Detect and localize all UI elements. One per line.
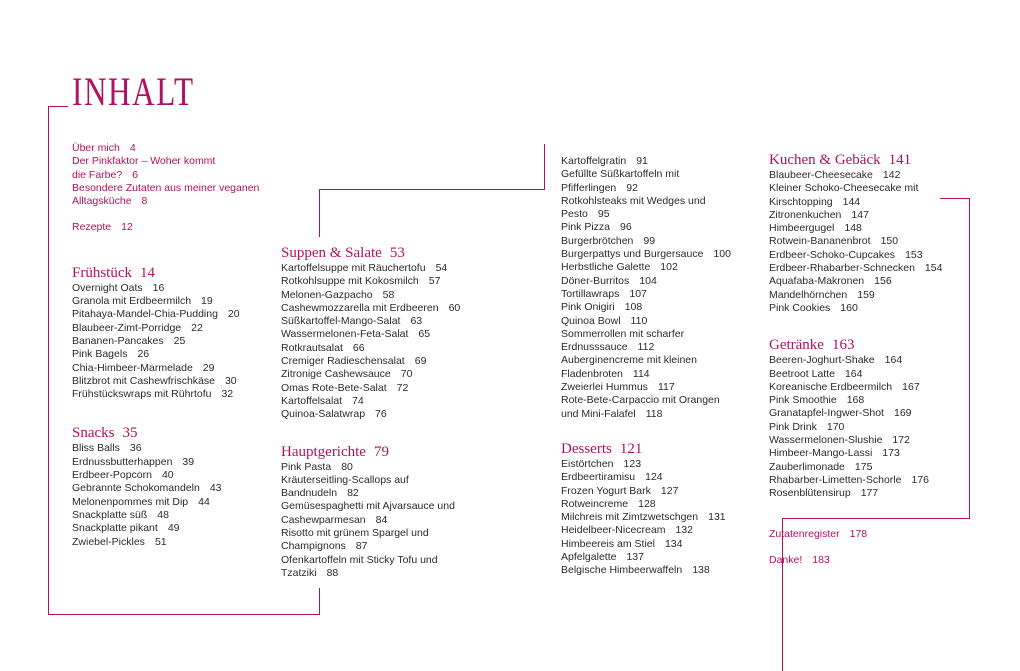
toc-entry[interactable] bbox=[561, 564, 761, 577]
toc-entry[interactable] bbox=[281, 474, 501, 487]
section-list bbox=[281, 262, 501, 422]
toc-entry[interactable] bbox=[561, 248, 761, 261]
toc-entry-label: Zwiebel-Pickles bbox=[72, 535, 145, 548]
column-1 bbox=[72, 142, 282, 549]
toc-entry-page: 96 bbox=[620, 221, 632, 234]
toc-entry-page: 19 bbox=[201, 295, 213, 308]
toc-entry-label: Bananen-Pancakes bbox=[72, 334, 164, 347]
toc-entry[interactable] bbox=[72, 482, 282, 495]
toc-entry-page: 80 bbox=[341, 460, 353, 473]
toc-entry-page: 30 bbox=[224, 374, 237, 387]
toc-entry[interactable] bbox=[281, 514, 501, 527]
toc-entry-page: 49 bbox=[167, 522, 180, 535]
toc-entry[interactable] bbox=[72, 308, 282, 321]
toc-entry-label: Gebrannte Schokomandeln bbox=[72, 482, 200, 495]
toc-entry[interactable] bbox=[281, 527, 501, 540]
toc-entry[interactable] bbox=[561, 551, 761, 564]
toc-entry[interactable] bbox=[769, 196, 959, 209]
toc-entry-label: Kräuterseitling-Scallops auf bbox=[281, 473, 409, 486]
toc-entry[interactable] bbox=[561, 381, 761, 394]
toc-entry-label: Eistörtchen bbox=[561, 457, 614, 470]
toc-entry-label: Beeren-Joghurt-Shake bbox=[769, 354, 875, 367]
toc-entry[interactable]: Über mich 4 bbox=[72, 142, 136, 154]
toc-entry[interactable] bbox=[769, 289, 959, 302]
toc-entry[interactable] bbox=[769, 182, 959, 195]
toc-entry[interactable] bbox=[72, 469, 282, 482]
toc-entry-page: 44 bbox=[198, 495, 210, 508]
toc-entry[interactable] bbox=[769, 262, 959, 275]
toc-entry[interactable] bbox=[281, 567, 501, 580]
section-heading-getraenke[interactable]: Getränke 163 bbox=[769, 337, 855, 354]
toc-entry-zutatenregister[interactable]: Zutatenregister 178 bbox=[769, 527, 868, 540]
toc-entry-page: 168 bbox=[846, 394, 865, 407]
toc-entry-page: 95 bbox=[597, 208, 610, 221]
toc-entry[interactable] bbox=[72, 456, 282, 469]
toc-entry-page: 40 bbox=[161, 469, 174, 482]
toc-entry[interactable] bbox=[561, 235, 761, 248]
toc-entry-page: 153 bbox=[905, 248, 923, 261]
toc-entry[interactable] bbox=[72, 282, 282, 295]
toc-entry-label: Zauberlimonade bbox=[769, 460, 845, 473]
toc-entry-page: 26 bbox=[137, 348, 150, 361]
toc-entry[interactable] bbox=[72, 522, 282, 535]
toc-entry[interactable] bbox=[769, 169, 959, 182]
toc-entry-page: 99 bbox=[643, 234, 656, 247]
toc-entry-page: 177 bbox=[860, 487, 879, 500]
toc-entry-page: 164 bbox=[844, 367, 863, 380]
toc-entry-label: Rosenblütensirup bbox=[769, 487, 851, 500]
toc-entry-page: 124 bbox=[645, 471, 663, 484]
toc-entry-page: 88 bbox=[326, 566, 339, 579]
toc-entry-page: 128 bbox=[638, 497, 656, 510]
toc-entry[interactable] bbox=[281, 289, 501, 302]
toc-entry-label: Himbeereis am Stiel bbox=[561, 537, 655, 550]
toc-entry-page: 20 bbox=[227, 308, 240, 321]
toc-entry[interactable] bbox=[561, 354, 761, 367]
toc-entry[interactable] bbox=[561, 275, 761, 288]
toc-entry[interactable] bbox=[561, 208, 761, 221]
toc-entry-label: Gemüsespaghetti mit Ajvarsauce und bbox=[281, 500, 455, 513]
frame-line-col2-top-vertical bbox=[319, 189, 320, 237]
toc-entry[interactable] bbox=[561, 538, 761, 551]
toc-entry[interactable] bbox=[72, 496, 282, 509]
toc-entry-page: 147 bbox=[851, 208, 869, 221]
toc-entry-page: 48 bbox=[157, 508, 169, 521]
toc-entry[interactable] bbox=[281, 328, 501, 341]
toc-entry[interactable] bbox=[281, 540, 501, 553]
toc-entry-label: Pink Drink bbox=[769, 420, 817, 433]
toc-entry-label: Fladenbroten bbox=[561, 367, 623, 380]
toc-entry-label: Döner-Burritos bbox=[561, 274, 630, 287]
toc-entry[interactable] bbox=[561, 182, 761, 195]
toc-entry[interactable] bbox=[561, 261, 761, 274]
toc-entry[interactable] bbox=[769, 235, 959, 248]
section-heading-desserts[interactable]: Desserts 121 bbox=[561, 440, 643, 457]
toc-entry[interactable] bbox=[561, 301, 761, 314]
toc-entry-page: 127 bbox=[660, 484, 679, 497]
toc-entry-label: Mandelhörnchen bbox=[769, 288, 848, 301]
toc-entry[interactable] bbox=[769, 354, 959, 367]
toc-entry-label: Melonenpommes mit Dip bbox=[72, 495, 189, 508]
toc-entry-page: 148 bbox=[844, 222, 862, 235]
toc-entry-page: 159 bbox=[857, 288, 875, 301]
toc-entry-label: Pink Cookies bbox=[769, 301, 831, 314]
toc-entry-label: Bliss Balls bbox=[72, 442, 120, 455]
toc-entry[interactable] bbox=[561, 511, 761, 524]
toc-entry[interactable] bbox=[72, 348, 282, 361]
toc-entry-page: 164 bbox=[884, 354, 903, 367]
toc-entry-label: Pink Onigiri bbox=[561, 301, 615, 314]
toc-entry[interactable] bbox=[281, 342, 501, 355]
toc-entry-label: Herbstliche Galette bbox=[561, 261, 651, 274]
toc-entry-page: 91 bbox=[636, 155, 648, 167]
toc-entry-page: 172 bbox=[892, 434, 910, 447]
section-heading-suppen[interactable]: Suppen & Salate 53 bbox=[281, 245, 405, 261]
toc-entry-label: Erdbeer-Rhabarber-Schnecken bbox=[769, 262, 915, 275]
toc-entry-page: 104 bbox=[639, 274, 657, 287]
toc-entry-page: 51 bbox=[154, 535, 167, 548]
toc-entry-label: Erdbeertiramisu bbox=[561, 471, 636, 484]
toc-entry-page: 160 bbox=[840, 301, 858, 314]
toc-entry[interactable] bbox=[281, 382, 501, 395]
section-list bbox=[769, 169, 959, 315]
toc-entry-page: 167 bbox=[902, 380, 920, 393]
toc-entry-label: Kartoffelsalat bbox=[281, 394, 343, 407]
toc-entry[interactable] bbox=[72, 509, 282, 522]
toc-entry-label: Quinoa-Salatwrap bbox=[281, 408, 366, 421]
toc-entry[interactable] bbox=[561, 155, 761, 168]
toc-entry-label: Rotwein-Bananenbrot bbox=[769, 235, 871, 248]
toc-entry-page: 117 bbox=[657, 381, 675, 394]
toc-entry[interactable] bbox=[281, 275, 501, 288]
toc-entry[interactable] bbox=[72, 322, 282, 335]
toc-entry-label: Cashewparmesan bbox=[281, 513, 366, 526]
toc-entry-page: 22 bbox=[191, 321, 203, 334]
toc-entry[interactable] bbox=[561, 221, 761, 234]
toc-entry-page: 107 bbox=[629, 287, 647, 300]
section-heading-snacks[interactable]: Snacks 35 bbox=[72, 425, 138, 442]
toc-entry-danke[interactable]: Danke! 183 bbox=[769, 553, 830, 566]
section-heading-kuchen[interactable]: Kuchen & Gebäck 141 bbox=[769, 152, 912, 168]
toc-entry-page: 58 bbox=[382, 288, 395, 301]
toc-entry[interactable] bbox=[769, 461, 959, 474]
toc-entry-page: 16 bbox=[152, 281, 165, 294]
toc-entry-label: Himbeergugel bbox=[769, 222, 835, 235]
toc-entry[interactable] bbox=[72, 362, 282, 375]
column-3 bbox=[561, 155, 761, 578]
section-list bbox=[561, 458, 761, 578]
toc-entry[interactable]: die Farbe? 6 bbox=[72, 168, 139, 181]
toc-entry-label: Pink Bagels bbox=[72, 348, 128, 361]
toc-entry[interactable] bbox=[769, 381, 959, 394]
toc-entry-label: Rhabarber-Limetten-Schorle bbox=[769, 473, 902, 486]
toc-entry-label: Frozen Yogurt Bark bbox=[561, 484, 651, 497]
toc-entry[interactable] bbox=[561, 168, 761, 181]
toc-entry[interactable] bbox=[769, 394, 959, 407]
toc-entry[interactable]: Der Pinkfaktor – Woher kommt bbox=[72, 155, 216, 168]
toc-entry[interactable] bbox=[561, 471, 761, 484]
toc-entry-page: 82 bbox=[347, 487, 359, 500]
toc-entry-label: Rotkohlsuppe mit Kokosmilch bbox=[281, 275, 419, 288]
toc-entry-page: 132 bbox=[675, 524, 693, 537]
toc-entry-rezepte[interactable]: Rezepte 12 bbox=[72, 221, 133, 234]
toc-entry-page: 29 bbox=[202, 361, 215, 374]
toc-entry[interactable] bbox=[72, 375, 282, 388]
toc-entry-page: 76 bbox=[375, 408, 387, 421]
toc-entry-label: Champignons bbox=[281, 540, 346, 553]
toc-entry[interactable] bbox=[281, 302, 501, 315]
toc-entry-label: Himbeer-Mango-Lassi bbox=[769, 447, 873, 460]
toc-entry-label: Blaubeer-Cheesecake bbox=[769, 169, 873, 181]
toc-entry-page: 144 bbox=[842, 195, 861, 208]
toc-entry-label: Heidelbeer-Nicecream bbox=[561, 524, 666, 537]
toc-entry-page: 36 bbox=[129, 442, 142, 455]
toc-entry[interactable] bbox=[281, 368, 501, 381]
toc-entry-label: Wassermelonen-Feta-Salat bbox=[281, 328, 409, 341]
toc-entry-label: Zitronige Cashewsauce bbox=[281, 368, 391, 381]
toc-entry-page: 69 bbox=[414, 355, 427, 368]
intro-list bbox=[72, 142, 282, 208]
toc-entry-label: Wassermelonen-Slushie bbox=[769, 434, 883, 447]
toc-entry[interactable] bbox=[769, 249, 959, 262]
toc-entry-label: Kartoffelgratin bbox=[561, 155, 627, 167]
toc-entry-label: Burgerbrötchen bbox=[561, 234, 634, 247]
toc-entry-label: Chia-Himbeer-Marmelade bbox=[72, 361, 193, 374]
toc-entry-label: Erdnusssauce bbox=[561, 341, 628, 354]
toc-entry-label: Pink Pizza bbox=[561, 221, 611, 234]
frame-line-left-top bbox=[48, 106, 68, 107]
toc-entry-label: Melonen-Gazpacho bbox=[281, 288, 373, 301]
toc-entry-label: Erdnussbutterhappen bbox=[72, 455, 173, 468]
toc-entry-label: Koreanische Erdbeermilch bbox=[769, 380, 893, 393]
page-title: INHALT bbox=[72, 69, 195, 114]
toc-entry-page: 43 bbox=[209, 482, 222, 495]
toc-entry[interactable] bbox=[769, 209, 959, 222]
toc-entry-label: Cremiger Radieschensalat bbox=[281, 355, 405, 368]
toc-entry-page: 170 bbox=[826, 420, 845, 433]
toc-entry-page: 57 bbox=[428, 275, 441, 288]
toc-entry-page: 25 bbox=[173, 334, 186, 347]
toc-entry-page: 39 bbox=[182, 455, 195, 468]
toc-entry-label: Risotto mit grünem Spargel und bbox=[281, 527, 429, 540]
toc-entry[interactable] bbox=[769, 447, 959, 460]
toc-entry[interactable] bbox=[281, 554, 501, 567]
toc-entry[interactable] bbox=[72, 335, 282, 348]
toc-entry[interactable] bbox=[561, 408, 761, 421]
frame-line-col2-bottom-vertical bbox=[319, 588, 320, 615]
toc-entry-page: 118 bbox=[645, 407, 663, 420]
toc-entry-label: Süßkartoffel-Mango-Salat bbox=[281, 315, 401, 328]
toc-entry-label: Pesto bbox=[561, 208, 588, 221]
toc-entry-label: Blitzbrot mit Cashewfrischkäse bbox=[72, 374, 215, 387]
toc-entry-label: Pitahaya-Mandel-Chia-Pudding bbox=[72, 308, 218, 321]
toc-entry-label: Bandnudeln bbox=[281, 487, 338, 500]
toc-entry-label: Tzatziki bbox=[281, 566, 317, 579]
toc-entry-label: Aquafaba-Makronen bbox=[769, 275, 865, 288]
toc-entry-page: 150 bbox=[880, 235, 899, 248]
toc-entry-page: 72 bbox=[396, 381, 409, 394]
toc-entry[interactable] bbox=[561, 288, 761, 301]
toc-entry-label: Erdbeer-Popcorn bbox=[72, 469, 152, 482]
toc-entry-label: Burgerpattys und Burgersauce bbox=[561, 248, 704, 261]
toc-entry-label: Zitronenkuchen bbox=[769, 208, 842, 221]
section-list bbox=[561, 155, 761, 421]
toc-entry-label: Auberginencreme mit kleinen bbox=[561, 354, 697, 367]
toc-entry[interactable] bbox=[769, 302, 959, 315]
toc-entry[interactable] bbox=[769, 222, 959, 235]
toc-entry-label: Snackplatte pikant bbox=[72, 522, 158, 535]
toc-entry-page: 138 bbox=[692, 564, 710, 577]
toc-entry-page: 123 bbox=[623, 457, 642, 470]
toc-entry-label: Pfifferlingen bbox=[561, 181, 617, 194]
toc-entry-label: Omas Rote-Bete-Salat bbox=[281, 381, 387, 394]
toc-entry-page: 169 bbox=[893, 407, 912, 420]
toc-entry-label: Milchreis mit Zimtzwetschgen bbox=[561, 511, 699, 524]
toc-entry[interactable] bbox=[72, 442, 282, 455]
frame-line-right-vertical bbox=[969, 198, 970, 518]
toc-entry[interactable] bbox=[72, 536, 282, 549]
toc-entry-page: 92 bbox=[626, 181, 638, 194]
toc-entry[interactable] bbox=[769, 487, 959, 500]
toc-entry[interactable] bbox=[72, 388, 282, 401]
toc-entry[interactable] bbox=[561, 195, 761, 208]
toc-entry-page: 66 bbox=[352, 341, 365, 354]
section-list bbox=[72, 442, 282, 548]
toc-entry-page: 87 bbox=[355, 540, 368, 553]
toc-entry[interactable] bbox=[281, 487, 501, 500]
toc-entry[interactable] bbox=[281, 500, 501, 513]
toc-entry[interactable] bbox=[281, 408, 501, 421]
toc-entry[interactable] bbox=[769, 407, 959, 420]
toc-entry[interactable] bbox=[561, 458, 761, 471]
section-heading-hauptgerichte[interactable]: Hauptgerichte 79 bbox=[281, 443, 389, 460]
toc-entry-label: Overnight Oats bbox=[72, 281, 143, 294]
toc-entry-page: 173 bbox=[882, 447, 900, 460]
section-heading-fruehstueck[interactable]: Frühstück 14 bbox=[72, 264, 155, 281]
toc-entry-label: und Mini-Falafel bbox=[561, 407, 636, 420]
toc-entry-page: 108 bbox=[624, 301, 643, 314]
toc-entry-label: Sommerrollen mit scharfer bbox=[561, 327, 685, 340]
toc-entry-label: Tortillawraps bbox=[561, 287, 620, 300]
toc-entry-label: Granola mit Erdbeermilch bbox=[72, 295, 192, 308]
toc-entry-label: Granatapfel-Ingwer-Shot bbox=[769, 407, 884, 420]
toc-entry-label: Frühstückswraps mit Rührtofu bbox=[72, 388, 212, 401]
frame-line-bottom bbox=[48, 614, 320, 615]
toc-entry-page: 112 bbox=[637, 341, 655, 354]
toc-entry-page: 63 bbox=[410, 315, 423, 328]
toc-entry-page: 65 bbox=[418, 328, 431, 341]
toc-entry-page: 154 bbox=[924, 262, 943, 275]
toc-entry-label: Ofenkartoffeln mit Sticky Tofu und bbox=[281, 553, 438, 566]
toc-entry[interactable] bbox=[281, 355, 501, 368]
toc-entry[interactable] bbox=[561, 368, 761, 381]
toc-entry[interactable] bbox=[561, 328, 761, 341]
toc-entry[interactable] bbox=[769, 421, 959, 434]
toc-entry-label: Cashewmozzarella mit Erdbeeren bbox=[281, 301, 439, 314]
toc-entry-page: 102 bbox=[660, 261, 678, 274]
toc-entry-label: Belgische Himbeerwaffeln bbox=[561, 564, 683, 577]
toc-entry-page: 175 bbox=[854, 460, 873, 473]
toc-entry-label: Quinoa Bowl bbox=[561, 314, 621, 327]
toc-entry[interactable] bbox=[281, 262, 501, 275]
toc-entry[interactable] bbox=[72, 295, 282, 308]
section-list bbox=[72, 282, 282, 402]
toc-entry-page: 131 bbox=[708, 511, 726, 524]
toc-entry-label: Zweierlei Hummus bbox=[561, 381, 648, 394]
toc-entry-label: Pink Pasta bbox=[281, 460, 332, 473]
toc-entry-label: Kirschtopping bbox=[769, 195, 833, 208]
toc-entry[interactable] bbox=[281, 461, 501, 474]
toc-entry[interactable] bbox=[769, 434, 959, 447]
toc-entry-page: 142 bbox=[882, 169, 901, 181]
section-list bbox=[769, 354, 959, 500]
toc-entry[interactable]: Besondere Zutaten aus meiner veganen bbox=[72, 181, 260, 194]
toc-entry[interactable] bbox=[281, 395, 501, 408]
toc-entry-label: Rotkohlsteaks mit Wedges und bbox=[561, 194, 706, 207]
toc-entry[interactable] bbox=[561, 485, 761, 498]
column-4 bbox=[769, 152, 959, 567]
toc-entry[interactable] bbox=[769, 368, 959, 381]
toc-entry-label: Beetroot Latte bbox=[769, 367, 835, 380]
toc-entry[interactable] bbox=[561, 315, 761, 328]
toc-entry-label: Kleiner Schoko-Cheesecake mit bbox=[769, 182, 919, 195]
toc-entry-label: Erdbeer-Schoko-Cupcakes bbox=[769, 248, 896, 261]
toc-entry-label: Rote-Bete-Carpaccio mit Orangen bbox=[561, 394, 720, 407]
toc-entry-page: 70 bbox=[400, 368, 413, 381]
toc-entry-page: 137 bbox=[626, 551, 644, 564]
frame-line-col2-top bbox=[319, 189, 544, 190]
toc-entry-label: Kartoffelsuppe mit Räuchertofu bbox=[281, 262, 426, 274]
toc-entry[interactable] bbox=[281, 315, 501, 328]
toc-entry[interactable]: Alltagsküche 8 bbox=[72, 195, 148, 208]
toc-entry-label: Gefüllte Süßkartoffeln mit bbox=[561, 168, 680, 181]
toc-entry-page: 74 bbox=[352, 394, 364, 407]
toc-entry-page: 54 bbox=[435, 262, 448, 274]
toc-entry[interactable] bbox=[769, 474, 959, 487]
column-2 bbox=[281, 245, 501, 580]
toc-entry-label: Rotkrautsalat bbox=[281, 341, 343, 354]
toc-entry[interactable] bbox=[561, 498, 761, 511]
toc-entry-page: 60 bbox=[448, 301, 461, 314]
frame-line-left-vertical bbox=[48, 106, 49, 614]
section-list bbox=[281, 461, 501, 581]
toc-entry[interactable] bbox=[561, 524, 761, 537]
toc-entry-page: 84 bbox=[375, 513, 388, 526]
toc-entry-page: 32 bbox=[221, 388, 234, 401]
toc-entry-page: 134 bbox=[664, 537, 683, 550]
toc-entry-label: Pink Smoothie bbox=[769, 394, 837, 407]
toc-entry[interactable] bbox=[561, 341, 761, 354]
toc-entry-page: 156 bbox=[874, 275, 892, 288]
toc-entry-page: 110 bbox=[630, 314, 648, 327]
toc-entry-page: 176 bbox=[911, 473, 930, 486]
toc-entry-page: 100 bbox=[713, 248, 731, 261]
toc-entry-page: 114 bbox=[632, 367, 650, 380]
toc-entry-label: Snackplatte süß bbox=[72, 508, 148, 521]
toc-entry-label: Blaubeer-Zimt-Porridge bbox=[72, 321, 182, 334]
frame-line-col3-top-vertical bbox=[544, 144, 545, 190]
toc-entry[interactable] bbox=[561, 394, 761, 407]
toc-entry-label: Rotweincreme bbox=[561, 497, 629, 510]
toc-entry-label: Apfelgalette bbox=[561, 551, 617, 564]
toc-entry[interactable] bbox=[769, 275, 959, 288]
